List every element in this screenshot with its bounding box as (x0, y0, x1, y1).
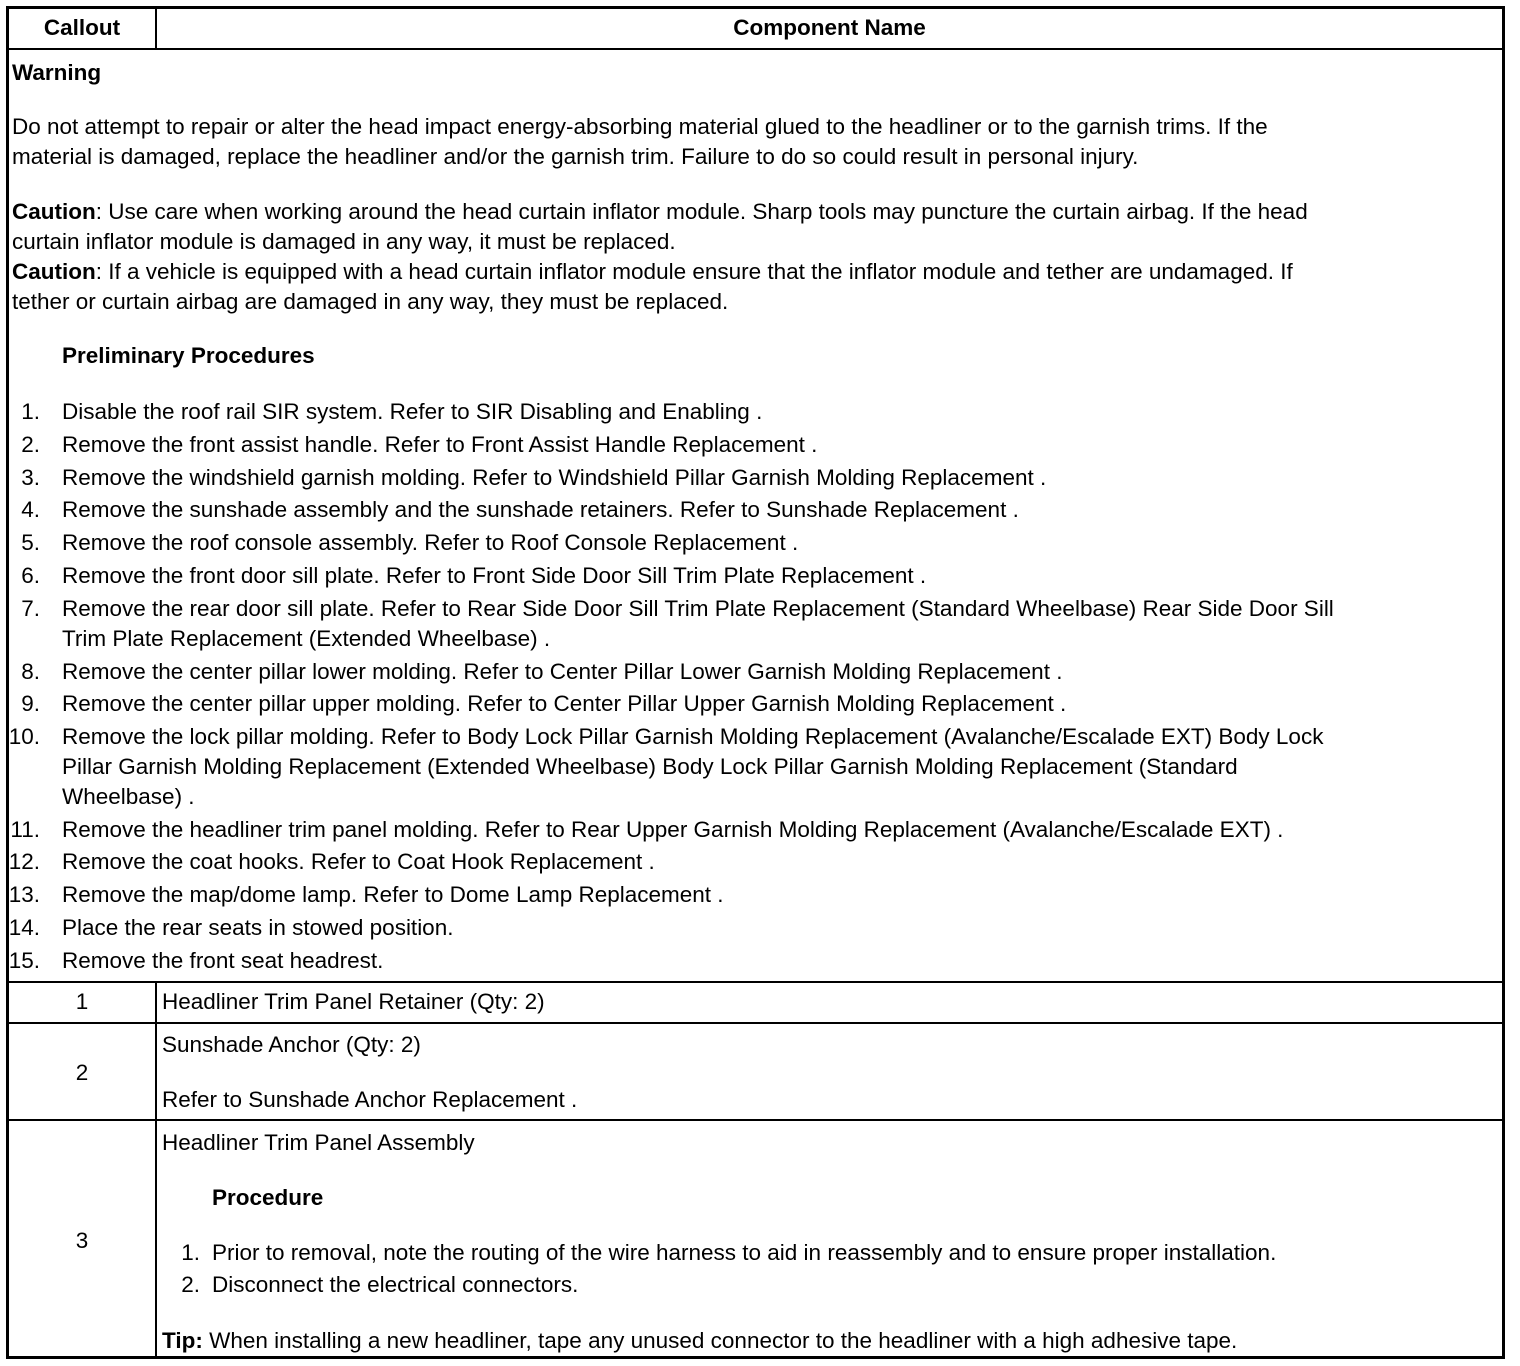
step-text: Remove the roof console assembly. Refer to Roof Console Replacement . (62, 530, 799, 555)
row-3-tip (162, 1326, 1237, 1356)
caution-line: tether or curtain airbag are damaged in any way, they must be replaced. (12, 289, 729, 314)
row-1-top-divider (9, 981, 1502, 983)
step-text: Remove the headliner trim panel molding. Refer to Rear Upper Garnish Molding Replacement (Avalanche/Escalade EXT) . (62, 817, 1284, 842)
warning-title: Warning (12, 60, 102, 85)
step-number: 12. (8, 849, 40, 874)
tip-text: When installing a new headliner, tape any unused connector to the headliner with a high adhesive tape. (202, 1328, 1238, 1353)
header-divider (9, 48, 1502, 50)
step-text: Pillar Garnish Molding Replacement (Extended Wheelbase) Body Lock Pillar Garnish Molding Replacement (Standard (62, 754, 1238, 779)
row-3-procedure-title: Procedure (212, 1185, 324, 1210)
step-number: 3. (21, 465, 40, 490)
row-3-top-divider (9, 1119, 1502, 1121)
step-number: 7. (21, 596, 40, 621)
step-text: Remove the windshield garnish molding. Refer to Windshield Pillar Garnish Molding Replacement . (62, 465, 1047, 490)
caution-label: Caution (12, 199, 96, 224)
step-text: Disconnect the electrical connectors. (212, 1272, 579, 1297)
row-2-callout: 2 (75, 1060, 89, 1085)
step-text: Remove the lock pillar molding. Refer to Body Lock Pillar Garnish Molding Replacement (Avalanche/Escalade EXT) Body Lock (62, 724, 1324, 749)
step-text: Remove the front door sill plate. Refer to Front Side Door Sill Trim Plate Replacement . (62, 563, 927, 588)
header-component-name: Component Name (733, 15, 926, 40)
row-1-callout: 1 (75, 989, 89, 1014)
step-number: 8. (21, 659, 40, 684)
caution-label: Caution (12, 259, 96, 284)
row-2-top-divider (9, 1022, 1502, 1024)
header-callout: Callout (43, 15, 121, 40)
step-number: 15. (8, 948, 40, 973)
step-text: Prior to removal, note the routing of the wire harness to aid in reassembly and to ensure proper installation. (212, 1240, 1277, 1265)
component-table (6, 6, 1505, 1359)
step-text: Place the rear seats in stowed position. (62, 915, 454, 940)
step-number: 14. (8, 915, 40, 940)
step-number: 2. (21, 432, 40, 457)
row-3-callout: 3 (75, 1228, 89, 1253)
step-text: Remove the rear door sill plate. Refer to Rear Side Door Sill Trim Plate Replacement (Standard Wheelbase) Rear Side Door Sill (62, 596, 1334, 621)
step-text: Disable the roof rail SIR system. Refer to SIR Disabling and Enabling . (62, 399, 763, 424)
step-text: Remove the sunshade assembly and the sunshade retainers. Refer to Sunshade Replacement . (62, 497, 1019, 522)
step-number: 9. (21, 691, 40, 716)
warning-text-line: material is damaged, replace the headliner and/or the garnish trim. Failure to do so could result in personal injury. (12, 144, 1139, 169)
caution-line: Caution: If a vehicle is equipped with a head curtain inflator module ensure that the inflator module and tether are undamaged. If (12, 259, 1293, 284)
step-number: 6. (21, 563, 40, 588)
step-number: 10. (8, 724, 40, 749)
row-1-name: Headliner Trim Panel Retainer (Qty: 2) (162, 989, 545, 1014)
row-3-name: Headliner Trim Panel Assembly (162, 1130, 475, 1155)
row-2-note: Refer to Sunshade Anchor Replacement . (162, 1087, 578, 1112)
rows-column-divider (155, 981, 157, 1356)
step-text: Remove the center pillar lower molding. Refer to Center Pillar Lower Garnish Molding Replacement . (62, 659, 1063, 684)
step-text: Remove the coat hooks. Refer to Coat Hook Replacement . (62, 849, 655, 874)
step-number: 11. (10, 817, 40, 842)
caution-line: curtain inflator module is damaged in any way, it must be replaced. (12, 229, 676, 254)
row-2-name: Sunshade Anchor (Qty: 2) (162, 1032, 421, 1057)
step-text: Remove the center pillar upper molding. Refer to Center Pillar Upper Garnish Molding Replacement . (62, 691, 1067, 716)
step-text: Remove the front seat headrest. (62, 948, 384, 973)
step-number: 5. (21, 530, 40, 555)
step-text: Remove the map/dome lamp. Refer to Dome Lamp Replacement . (62, 882, 724, 907)
preliminary-title: Preliminary Procedures (62, 343, 315, 368)
step-number: 1. (21, 399, 40, 424)
step-text: Wheelbase) . (62, 784, 195, 809)
step-number: 4. (21, 497, 40, 522)
step-number: 2. (181, 1272, 200, 1297)
tip-label: Tip: (162, 1328, 203, 1353)
caution-line: Caution: Use care when working around the head curtain inflator module. Sharp tools may puncture the curtain airbag. If the head (12, 199, 1308, 224)
step-number: 13. (8, 882, 40, 907)
warning-text-line: Do not attempt to repair or alter the head impact energy-absorbing material glued to the headliner or to the garnish trims. If the (12, 114, 1268, 139)
step-number: 1. (181, 1240, 200, 1265)
step-text: Remove the front assist handle. Refer to Front Assist Handle Replacement . (62, 432, 818, 457)
step-text: Trim Plate Replacement (Extended Wheelbase) . (62, 626, 551, 651)
